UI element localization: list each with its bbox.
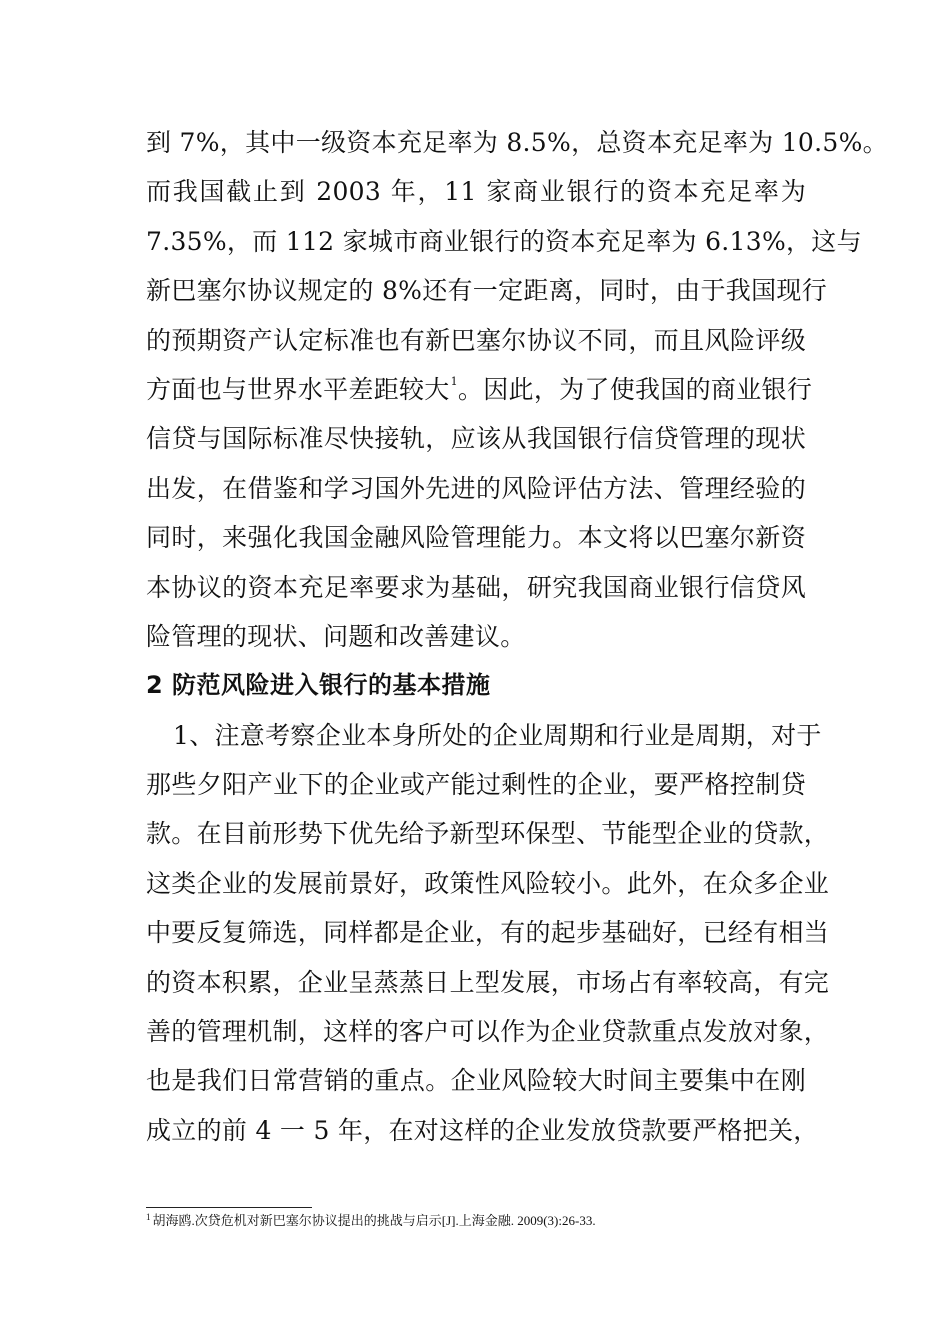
paragraph-line-with-footnote — [146, 365, 813, 414]
footnote — [146, 1213, 596, 1229]
paragraph-line: 款。在目前形势下优先给予新型环保型、节能型企业的贷款， — [146, 819, 830, 849]
paragraph-line: 同时，来强化我国金融风险管理能力。本文将以巴塞尔新资 — [146, 523, 806, 553]
footnote-number: 1 — [146, 1212, 151, 1222]
paragraph-line: 险管理的现状、问题和改善建议。 — [146, 621, 526, 651]
footnote-text: 胡海鸥.次贷危机对新巴塞尔协议提出的挑战与启示[J].上海金融. 2009(3):26-33. — [152, 1213, 596, 1228]
paragraph-line: 1、注意考察企业本身所处的企业周期和行业是周期，对于 — [173, 720, 822, 750]
paragraph-line: 善的管理机制，这样的客户可以作为企业贷款重点发放对象， — [146, 1017, 830, 1047]
paragraph-line: 信贷与国际标准尽快接轨，应该从我国银行信贷管理的现状 — [146, 424, 806, 454]
paragraph-line: 出发，在借鉴和学习国外先进的风险评估方法、管理经验的 — [146, 473, 806, 503]
main-text — [146, 118, 888, 1155]
line-text: 方面也与世界水平差距较大 — [146, 374, 450, 404]
footnote-reference[interactable]: 1 — [450, 374, 458, 388]
paragraph-line: 这类企业的发展前景好，政策性风险较小。此外，在众多企业 — [146, 868, 830, 898]
footnote-separator — [146, 1207, 312, 1208]
paragraph-line: 那些夕阳产业下的企业或产能过剩性的企业，要严格控制贷 — [146, 770, 806, 800]
paragraph-line: 而我国截止到 2003 年，11 家商业银行的资本充足率为 — [146, 177, 806, 207]
paragraph-line: 的预期资产认定标准也有新巴塞尔协议不同，而且风险评级 — [146, 325, 806, 355]
paragraph-line: 中要反复筛选，同样都是企业，有的起步基础好，已经有相当 — [146, 918, 830, 948]
paragraph-line: 7.35%，而 112 家城市商业银行的资本充足率为 6.13%，这与 — [146, 226, 862, 256]
section-heading: 2 防范风险进入银行的基本措施 — [146, 671, 491, 700]
paragraph-line: 的资本积累，企业呈蒸蒸日上型发展，市场占有率较高，有完 — [146, 967, 830, 997]
line-text-tail: 。因此，为了使我国的商业银行 — [457, 374, 813, 404]
paragraph-line: 成立的前 4 一 5 年，在对这样的企业发放贷款要严格把关， — [146, 1115, 819, 1145]
paragraph-line: 也是我们日常营销的重点。企业风险较大时间主要集中在刚 — [146, 1066, 806, 1096]
paragraph-line: 本协议的资本充足率要求为基础，研究我国商业银行信贷风 — [146, 572, 806, 602]
paragraph-line: 新巴塞尔协议规定的 8%还有一定距离，同时，由于我国现行 — [146, 276, 828, 306]
paragraph-line: 到 7%，其中一级资本充足率为 8.5%，总资本充足率为 10.5%。 — [146, 128, 888, 157]
